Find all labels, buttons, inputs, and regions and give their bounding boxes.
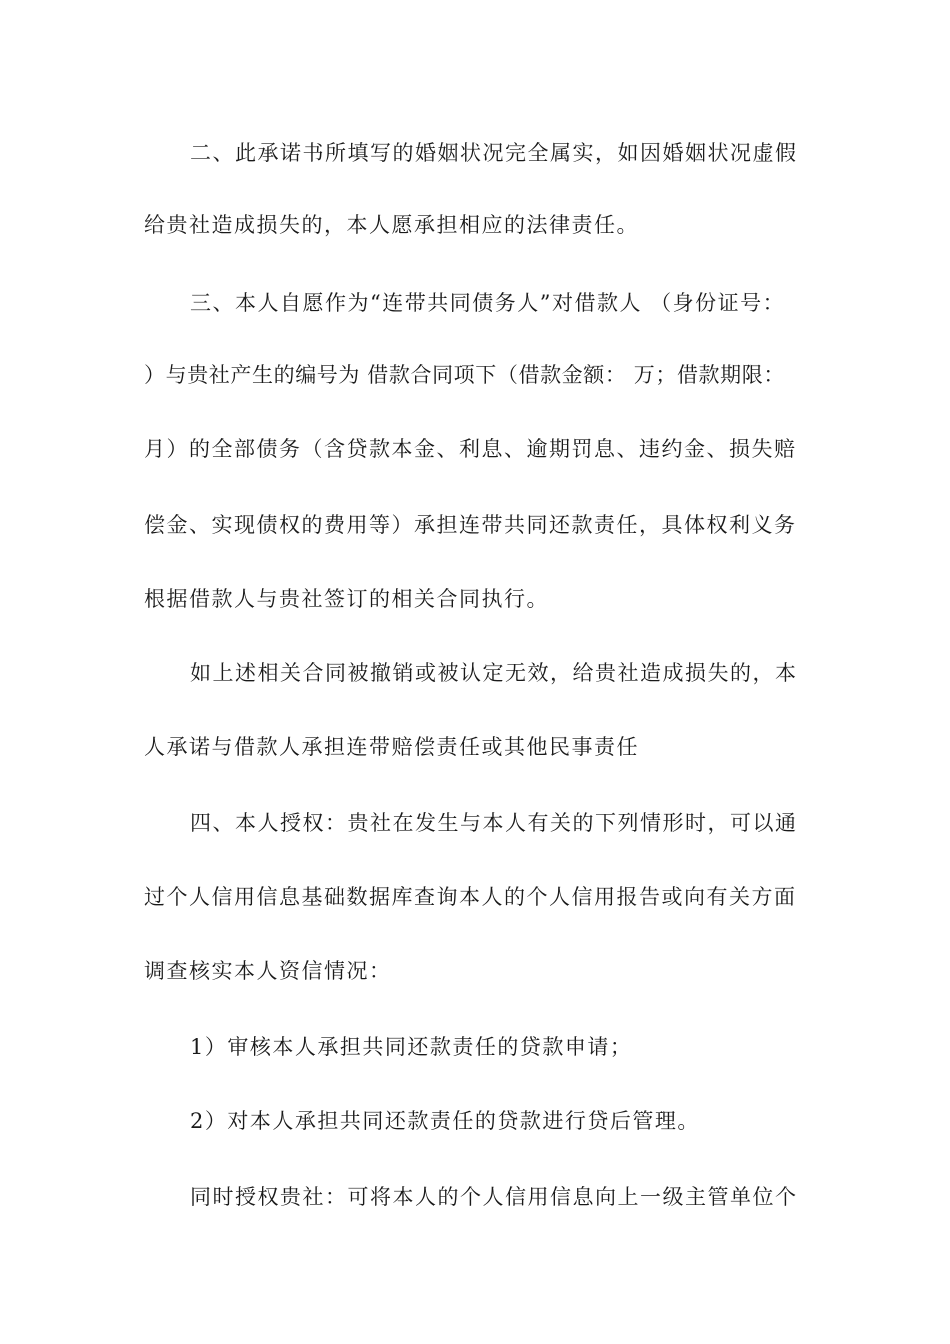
paragraph-4-line-1: 如上述相关合同被撤销或被认定无效，给贵社造成损失的，本 xyxy=(190,661,798,685)
list-item-1: 1）审核本人承担共同还款责任的贷款申请； xyxy=(190,1035,633,1059)
paragraph-5-line-1: 四、本人授权：贵社在发生与本人有关的下列情形时，可以通 xyxy=(190,811,798,835)
paragraph-6-line-1: 同时授权贵社：可将本人的个人信用信息向上一级主管单位个 xyxy=(190,1185,798,1209)
paragraph-3-line-1: 三、本人自愿作为“连带共同债务人”对借款人 （身份证号： xyxy=(190,291,786,315)
paragraph-4-line-2: 人承诺与借款人承担连带赔偿责任或其他民事责任 xyxy=(144,735,639,759)
paragraph-2-line-2: 给贵社造成损失的，本人愿承担相应的法律责任。 xyxy=(144,213,639,237)
paragraph-3-line-4: 偿金、实现债权的费用等）承担连带共同还款责任，具体权利义务 xyxy=(144,513,797,537)
list-item-2: 2）对本人承担共同还款责任的贷款进行贷后管理。 xyxy=(190,1109,700,1133)
paragraph-5-line-3: 调查核实本人资信情况： xyxy=(144,959,392,983)
paragraph-3-line-2: ）与贵社产生的编号为 借款合同项下（借款金额： 万；借款期限： xyxy=(144,363,785,387)
paragraph-2-line-1: 二、此承诺书所填写的婚姻状况完全属实，如因婚姻状况虚假 xyxy=(190,141,798,165)
paragraph-3-line-5: 根据借款人与贵社签订的相关合同执行。 xyxy=(144,587,549,611)
paragraph-3-line-3: 月）的全部债务（含贷款本金、利息、逾期罚息、违约金、损失赔 xyxy=(144,437,797,461)
paragraph-5-line-2: 过个人信用信息基础数据库查询本人的个人信用报告或向有关方面 xyxy=(144,885,797,909)
